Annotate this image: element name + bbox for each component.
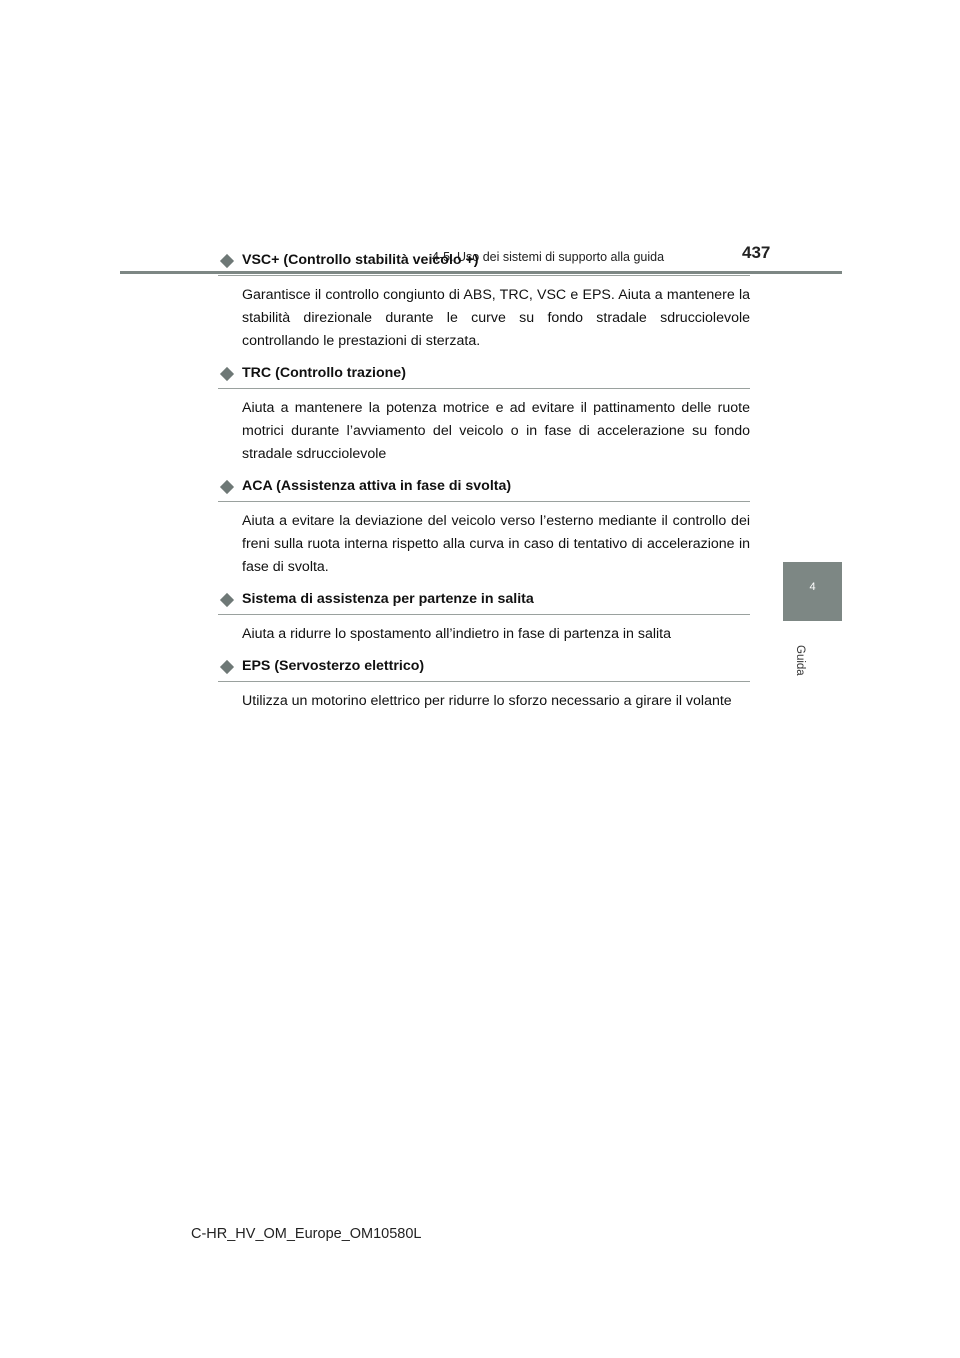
- diamond-bullet-icon: [220, 659, 234, 673]
- section-trc: [218, 363, 750, 466]
- section-body: Aiuta a mantenere la potenza motrice e ad evitare il pattinamento delle ruote motrici durante l’avviamento del veicolo o in fase di accelerazione su fondo stradale sdrucciolevole: [242, 400, 750, 462]
- page-number: 437: [742, 243, 771, 262]
- footer-document-code: C-HR_HV_OM_Europe_OM10580L: [191, 1226, 422, 1242]
- header-section-title: 4-5. Uso dei sistemi di supporto alla guida: [432, 250, 665, 264]
- section-heading-text: Sistema di assistenza per partenze in salita: [242, 591, 534, 607]
- section-eps: [218, 656, 750, 713]
- section-heading: [218, 250, 750, 276]
- section-heading: [218, 363, 750, 389]
- section-body: Aiuta a ridurre lo spostamento all’indietro in fase di partenza in salita: [242, 626, 672, 642]
- chapter-label: Guida: [794, 645, 806, 676]
- chapter-tab: [783, 562, 842, 621]
- section-body: Aiuta a evitare la deviazione del veicolo verso l’esterno mediante il controllo dei freni sulla ruota interna rispetto alla curva in caso di tentativo di accelerazione in fase di svolta.: [242, 513, 750, 575]
- section-aca: [218, 476, 750, 579]
- section-body: Utilizza un motorino elettrico per ridurre lo sforzo necessario a girare il volante: [242, 693, 732, 709]
- section-heading: [218, 656, 750, 682]
- section-body: Garantisce il controllo congiunto di ABS, TRC, VSC e EPS. Aiuta a mantenere la stabilità direzionale durante le curve su fondo stradale sdrucciolevole controllando le prestazioni di sterzata.: [242, 287, 750, 349]
- section-heading-text: ACA (Assistenza attiva in fase di svolta): [242, 478, 512, 494]
- section-heading-text: VSC+ (Controllo stabilità veicolo +): [242, 252, 479, 268]
- section-hill-start: [218, 589, 750, 646]
- section-heading: [218, 476, 750, 502]
- section-heading-text: EPS (Servosterzo elettrico): [242, 658, 425, 674]
- section-vsc: [218, 250, 750, 353]
- diamond-bullet-icon: [220, 592, 234, 606]
- section-heading-text: TRC (Controllo trazione): [242, 365, 406, 381]
- section-heading: [218, 589, 750, 615]
- content: [218, 250, 750, 723]
- diamond-bullet-icon: [220, 253, 234, 267]
- diamond-bullet-icon: [220, 366, 234, 380]
- chapter-number: 4: [809, 581, 816, 593]
- diamond-bullet-icon: [220, 479, 234, 493]
